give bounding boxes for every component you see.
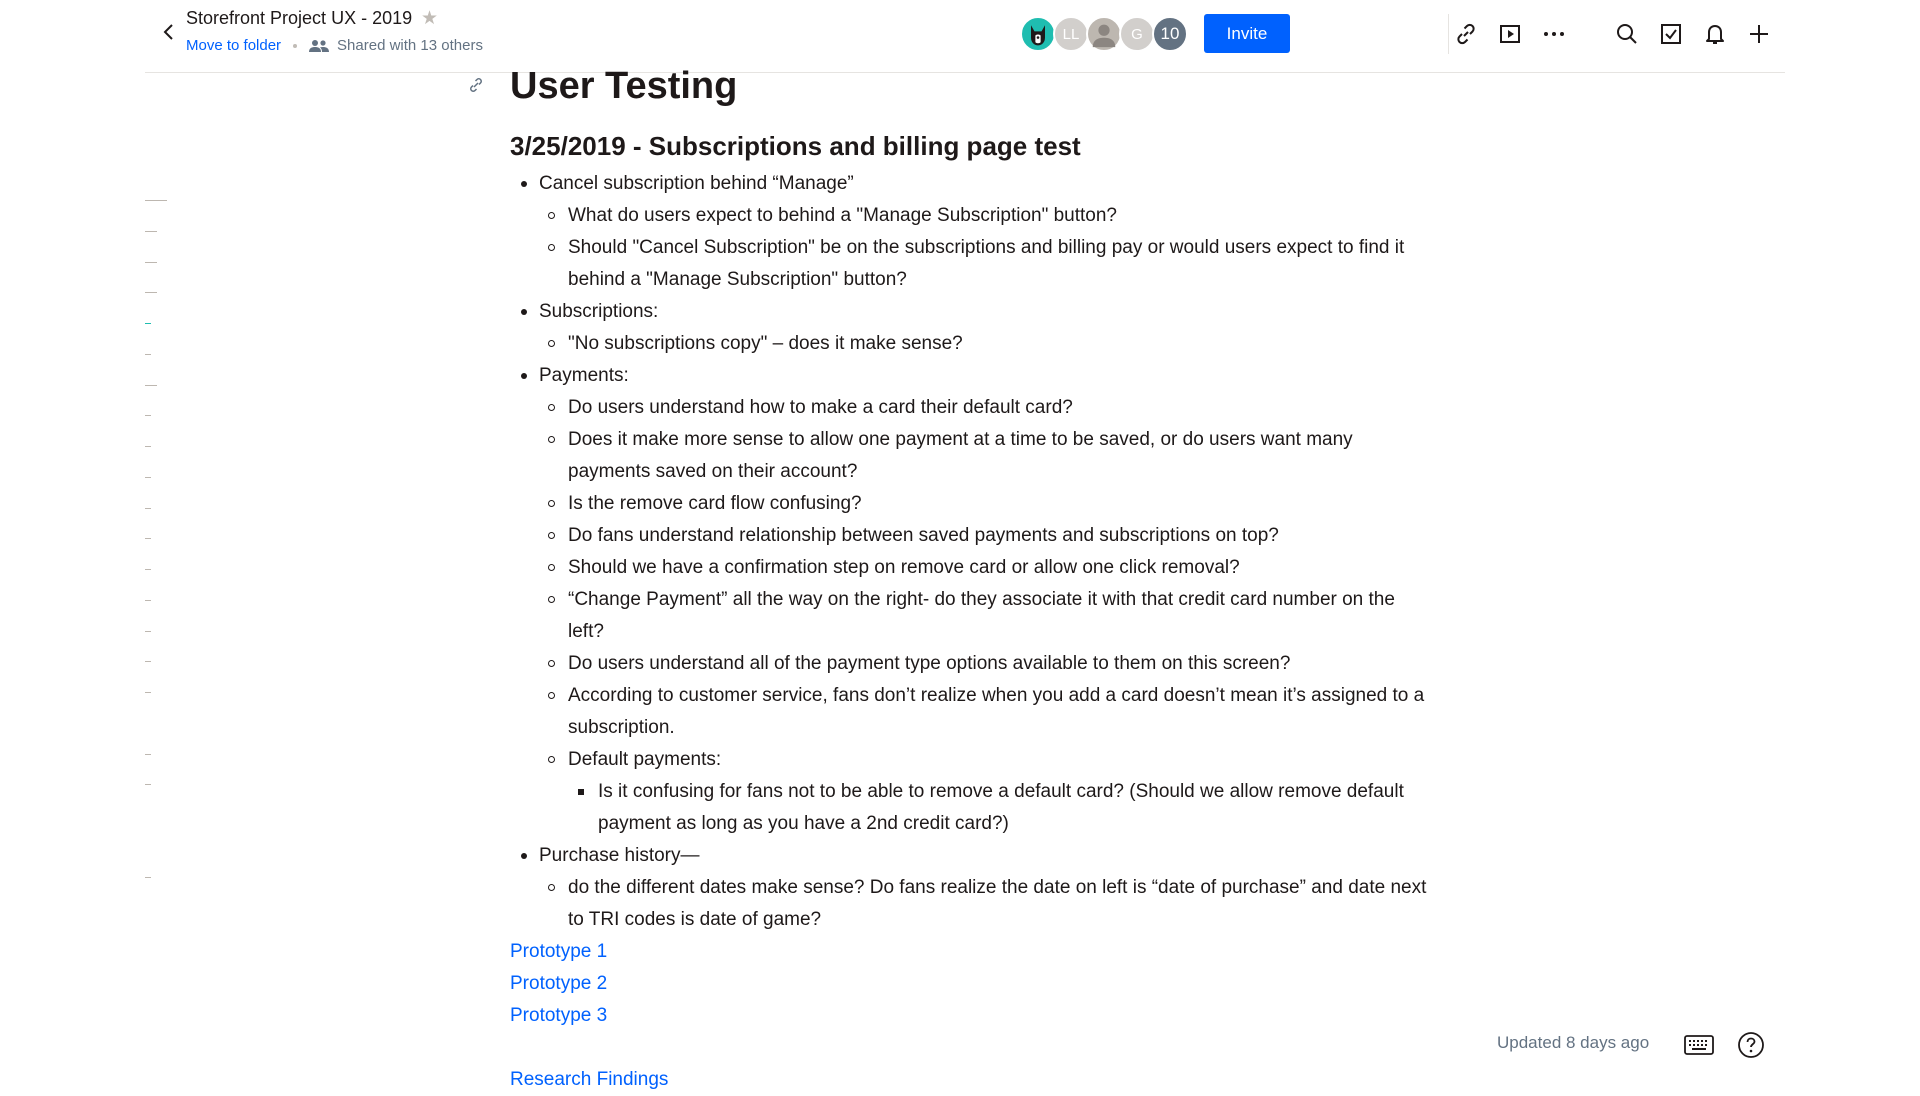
link-icon[interactable] — [1453, 21, 1479, 47]
doc-heading: User Testing — [510, 65, 738, 107]
outline-marker[interactable] — [145, 262, 157, 263]
outline-marker[interactable] — [145, 508, 151, 509]
spacer — [510, 1032, 1430, 1064]
list-item-level-2: Do fans understand relationship between saved payments and subscriptions on top? — [510, 520, 1430, 552]
doc-title[interactable]: Storefront Project UX - 2019 — [186, 8, 413, 28]
outline-marker[interactable] — [145, 477, 151, 478]
bell-icon[interactable] — [1702, 21, 1728, 47]
bullet-list — [510, 168, 1430, 936]
plus-icon[interactable] — [1746, 21, 1772, 47]
back-chevron-icon[interactable] — [157, 20, 181, 44]
outline-marker[interactable] — [145, 631, 151, 632]
shared-with-text[interactable]: Shared with 13 others — [337, 37, 483, 54]
avatar-dog[interactable] — [1020, 16, 1056, 52]
list-item-level-2: “Change Payment” all the way on the right- do they associate it with that credit card number on the left? — [510, 584, 1430, 648]
doc-subheading: 3/25/2019 - Subscriptions and billing page test — [510, 131, 1081, 161]
list-item-level-2: "No subscriptions copy" – does it make sense? — [510, 328, 1430, 360]
outline-marker[interactable] — [145, 784, 151, 785]
list-item-level-2: Do users understand all of the payment type options available to them on this screen? — [510, 648, 1430, 680]
avatar-photo[interactable] — [1086, 16, 1122, 52]
list-item-level-2: According to customer service, fans don’t realize when you add a card doesn’t mean it’s assigned to a subscription. — [510, 680, 1430, 744]
present-icon[interactable] — [1497, 21, 1523, 47]
prototype-1-link[interactable]: Prototype 1 — [510, 941, 608, 962]
checklist-icon[interactable] — [1658, 21, 1684, 47]
outline-marker[interactable] — [145, 415, 151, 416]
list-item-level-2: Is the remove card flow confusing? — [510, 488, 1430, 520]
outline-marker[interactable] — [145, 569, 151, 570]
list-item-level-2: Do users understand how to make a card their default card? — [510, 392, 1430, 424]
outline-marker-active[interactable] — [145, 323, 151, 324]
outline-marker[interactable] — [145, 877, 151, 878]
outline-marker[interactable] — [145, 692, 151, 693]
prototype-2-link[interactable]: Prototype 2 — [510, 973, 608, 994]
outline-marker[interactable] — [145, 292, 157, 293]
list-item-level-2: Default payments: — [510, 744, 1430, 776]
updated-status: Updated 8 days ago — [1497, 1033, 1650, 1052]
move-to-folder-link[interactable]: Move to folder — [186, 37, 282, 54]
doc-meta — [186, 37, 483, 54]
list-item-level-1: Purchase history— — [510, 840, 1430, 872]
outline-marker[interactable] — [145, 661, 151, 662]
search-icon[interactable] — [1614, 21, 1640, 47]
document-body — [510, 60, 1430, 1096]
avatar-g[interactable]: G — [1119, 16, 1155, 52]
outline-marker[interactable] — [145, 538, 151, 539]
list-item-level-1: Subscriptions: — [510, 296, 1430, 328]
list-item-level-2: Does it make more sense to allow one payment at a time to be saved, or do users want many payments saved on their account? — [510, 424, 1430, 488]
avatar-overflow-count[interactable]: 10 — [1152, 16, 1188, 52]
star-icon[interactable]: ★ — [421, 8, 439, 29]
outline-marker[interactable] — [145, 446, 151, 447]
help-icon[interactable] — [1737, 1031, 1765, 1059]
outline-marker[interactable] — [145, 200, 167, 201]
more-icon[interactable] — [1541, 21, 1567, 47]
keyboard-icon[interactable] — [1684, 1034, 1714, 1056]
list-item-level-2: do the different dates make sense? Do fans realize the date on left is “date of purchase” and date next to TRI codes is date of game? — [510, 872, 1430, 936]
list-item-level-2: Should we have a confirmation step on remove card or allow one click removal? — [510, 552, 1430, 584]
list-item-level-3: Is it confusing for fans not to be able to remove a default card? (Should we allow remove default payment as long as you have a 2nd credit card?) — [510, 776, 1430, 840]
outline-marker[interactable] — [145, 754, 151, 755]
research-findings-link[interactable]: Research Findings — [510, 1069, 669, 1090]
outline-marker[interactable] — [145, 385, 157, 386]
outline-marker[interactable] — [145, 600, 151, 601]
toolbar-divider — [1448, 14, 1449, 54]
list-item-level-2: What do users expect to behind a "Manage Subscription" button? — [510, 200, 1430, 232]
heading-anchor-link-icon[interactable] — [467, 76, 485, 94]
list-item-level-1: Payments: — [510, 360, 1430, 392]
prototype-3-link[interactable]: Prototype 3 — [510, 1005, 608, 1026]
list-item-level-1: Cancel subscription behind “Manage” — [510, 168, 1430, 200]
separator-dot — [293, 44, 297, 48]
invite-button[interactable]: Invite — [1204, 14, 1290, 53]
outline-marker[interactable] — [145, 231, 157, 232]
avatar-ll[interactable]: LL — [1053, 16, 1089, 52]
people-icon — [309, 39, 329, 53]
list-item-level-2: Should "Cancel Subscription" be on the subscriptions and billing pay or would users expect to find it behind a "Manage Subscription" button? — [510, 232, 1430, 296]
outline-marker[interactable] — [145, 354, 151, 355]
